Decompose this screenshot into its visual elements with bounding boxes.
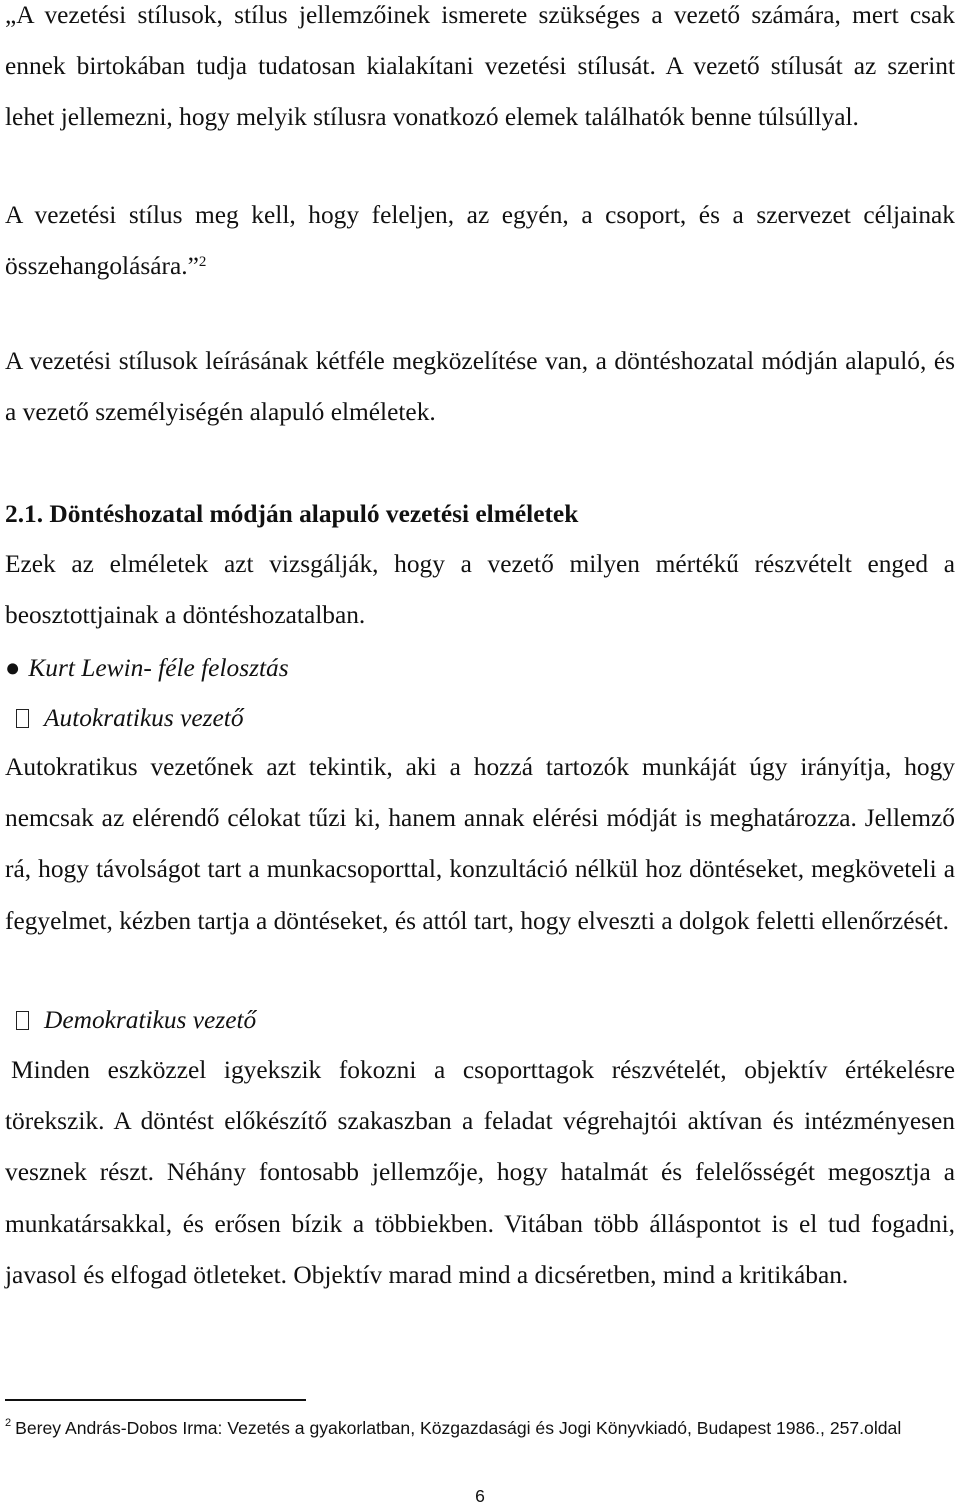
autocratic-heading [16, 696, 244, 741]
page-number: 6 [475, 1486, 485, 1506]
autocratic-paragraph: Autokratikus vezetőnek azt tekintik, aki a hozzá tartozók munkáját úgy irányítja, hogy nemcsak az elérendő célokat tűzi ki, hanem annak elérési módját is meghatározza. Jellemző rá, hogy távolságot tart a munkacsoporttal, konzultáció nélkül hoz döntéseket, megköveteli a fegyelmet, kézben tartja a döntéseket, és attól tart, hogy elveszti a dolgok feletti ellenőrzését. [5, 753, 955, 935]
quote-paragraph-text: „A vezetési stílusok, stílus jellemzőinek ismerete szükséges a vezető számára, mert csak ennek birtokában tudja tudatosan kialakítani vezetési stílusát. A vezető stílusát az szerint lehet jellemezni, hogy melyik stílusra vonatkozó elemek találhatók benne túlsúllyal. [5, 1, 955, 132]
autocratic-heading-text: Autokratikus vezető [44, 704, 244, 732]
footnote-mark: 2 [5, 1417, 12, 1429]
checkbox-square-icon [16, 709, 29, 728]
footnote-reference[interactable]: 2 [198, 254, 207, 271]
section-heading: 2.1. Döntéshozatal módján alapuló vezetési elméletek [5, 500, 579, 528]
bullet-heading [5, 646, 289, 691]
footnote-divider [5, 1399, 306, 1401]
intro-paragraph: A vezetési stílusok leírásának kétféle megközelítése van, a döntéshozatal módján alapuló, és a vezető személyiségén alapuló elméletek. [5, 347, 955, 427]
quote-paragraph-2-text: A vezetési stílus meg kell, hogy feleljen, az egyén, a csoport, és a szervezet céljainak összehangolására.” [5, 201, 955, 281]
checkbox-square-icon [16, 1011, 29, 1030]
footnote [5, 1415, 945, 1441]
democratic-heading-text: Demokratikus vezető [44, 1006, 257, 1034]
bullet-icon: ● [5, 654, 21, 682]
section-paragraph: Ezek az elméletek azt vizsgálják, hogy a vezető milyen mértékű részvételt enged a beosztottjainak a döntéshozatalban. [5, 550, 955, 630]
democratic-paragraph: Minden eszközzel igyekszik fokozni a csoporttagok részvételét, objektív értékelésre törekszik. A döntést előkészítő szakaszban a feladat végrehajtói aktívan és intézményesen vesznek részt. Néhány fontosabb jellemzője, hogy hatalmát és felelősségét megosztja a munkatársakkal, és erősen bízik a többiekben. Vitában több álláspontot is el tud fogadni, javasol és elfogad ötleteket. Objektív marad mind a dicséretben, mind a kritikában. [5, 1056, 955, 1289]
footnote-text: Berey András-Dobos Irma: Vezetés a gyakorlatban, Közgazdasági és Jogi Könyvkiadó, Budapest 1986., 257.oldal [15, 1418, 902, 1438]
quote-paragraph [5, 0, 955, 144]
democratic-heading [16, 998, 256, 1043]
quote-paragraph-2 [5, 190, 955, 292]
bullet-heading-text: Kurt Lewin- féle felosztás [28, 654, 289, 682]
